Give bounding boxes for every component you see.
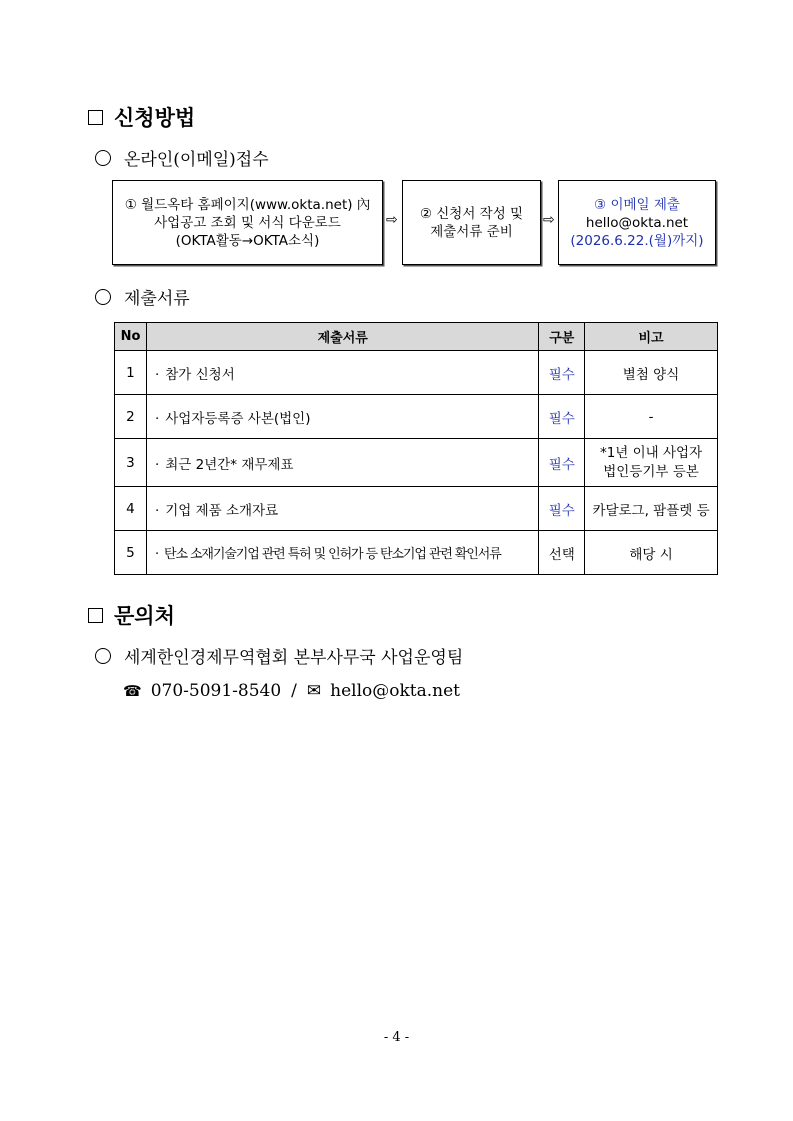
table-row	[115, 351, 718, 395]
documents-item	[95, 284, 190, 309]
section-title: 신청방법	[114, 106, 196, 130]
row-document	[146, 487, 538, 531]
flow-step-1	[112, 180, 383, 265]
bullet-dot-icon: ·	[154, 547, 158, 562]
row-note-line: *1년 이내 사업자	[599, 444, 703, 461]
org-item	[95, 643, 463, 668]
header-no: No	[115, 323, 147, 351]
row-no: 1	[115, 351, 147, 395]
bullet-dot-icon: ·	[154, 366, 160, 383]
circle-bullet-icon	[95, 289, 111, 305]
row-document	[146, 439, 538, 487]
row-note-line: 법인등기부 등본	[603, 463, 699, 480]
contact-line	[123, 681, 460, 701]
table-header-row	[115, 323, 718, 351]
row-document	[146, 351, 538, 395]
row-type: 필수	[539, 351, 585, 395]
row-note-line: 별첨 양식	[622, 366, 680, 383]
flow-step-3	[558, 180, 716, 265]
flow-step-2-line-2: 제출서류 준비	[430, 223, 513, 240]
row-document	[146, 531, 538, 575]
arrow-right-icon: ⇨	[386, 212, 398, 228]
row-note	[585, 351, 718, 395]
checkbox-square-icon	[88, 110, 103, 125]
phone-number: 070-5091-8540	[150, 681, 282, 701]
row-document-text: 탄소 소재기술기업 관련 특허 및 인허가 등 탄소기업 관련 확인서류	[164, 547, 501, 562]
row-type: 선택	[539, 531, 585, 575]
phone-icon: ☎	[123, 682, 142, 700]
contact-email: hello@okta.net	[330, 681, 461, 701]
flow-step-3-deadline: (2026.6.22.(월)까지)	[570, 232, 704, 249]
table-row	[115, 439, 718, 487]
row-note	[585, 395, 718, 439]
row-note	[585, 487, 718, 531]
bullet-dot-icon: ·	[154, 410, 160, 427]
header-type: 구분	[539, 323, 585, 351]
row-note-line: 카달로그, 팜플렛 등	[592, 502, 710, 519]
table-row	[115, 531, 718, 575]
flow-step-3-email: hello@okta.net	[585, 214, 689, 231]
section-heading-contact	[88, 600, 175, 630]
org-label: 세계한인경제무역협회 본부사무국 사업운영팀	[124, 648, 464, 668]
checkbox-square-icon	[88, 608, 103, 623]
flow-step-1-line-1: ① 월드옥타 홈페이지(www.okta.net) 內	[124, 196, 371, 213]
method-item	[95, 145, 269, 170]
row-note	[585, 439, 718, 487]
flow-step-2	[402, 180, 541, 265]
row-type: 필수	[539, 439, 585, 487]
documents-table	[114, 322, 718, 575]
row-document-text: 최근 2년간* 재무제표	[165, 456, 294, 473]
contact-separator: /	[291, 681, 297, 701]
row-no: 2	[115, 395, 147, 439]
header-note: 비고	[585, 323, 718, 351]
row-no: 4	[115, 487, 147, 531]
row-note-line: -	[648, 408, 654, 425]
row-document	[146, 395, 538, 439]
row-no: 5	[115, 531, 147, 575]
bullet-dot-icon: ·	[154, 502, 160, 519]
table-row	[115, 395, 718, 439]
row-document-text: 참가 신청서	[165, 366, 235, 383]
method-label: 온라인(이메일)접수	[124, 150, 269, 170]
flow-step-2-line-1: ② 신청서 작성 및	[419, 205, 524, 222]
row-note	[585, 531, 718, 575]
circle-bullet-icon	[95, 648, 111, 664]
header-document: 제출서류	[146, 323, 538, 351]
flow-step-3-line-1: ③ 이메일 제출	[594, 196, 680, 213]
documents-label: 제출서류	[124, 289, 190, 309]
row-note-line: 해당 시	[629, 546, 673, 563]
section-heading-application	[88, 102, 195, 132]
flow-step-1-line-2: 사업공고 조회 및 서식 다운로드	[154, 214, 341, 231]
flow-step-1-line-3: (OKTA활동→OKTA소식)	[175, 232, 320, 249]
row-document-text: 사업자등록증 사본(법인)	[165, 410, 311, 427]
row-document-text: 기업 제품 소개자료	[165, 502, 279, 519]
row-type: 필수	[539, 487, 585, 531]
row-no: 3	[115, 439, 147, 487]
bullet-dot-icon: ·	[154, 456, 160, 473]
envelope-icon: ✉	[306, 681, 322, 701]
circle-bullet-icon	[95, 150, 111, 166]
arrow-right-icon: ⇨	[543, 212, 555, 228]
page-number: - 4 -	[383, 1030, 410, 1045]
row-type: 필수	[539, 395, 585, 439]
table-row	[115, 487, 718, 531]
section-title: 문의처	[114, 604, 175, 628]
